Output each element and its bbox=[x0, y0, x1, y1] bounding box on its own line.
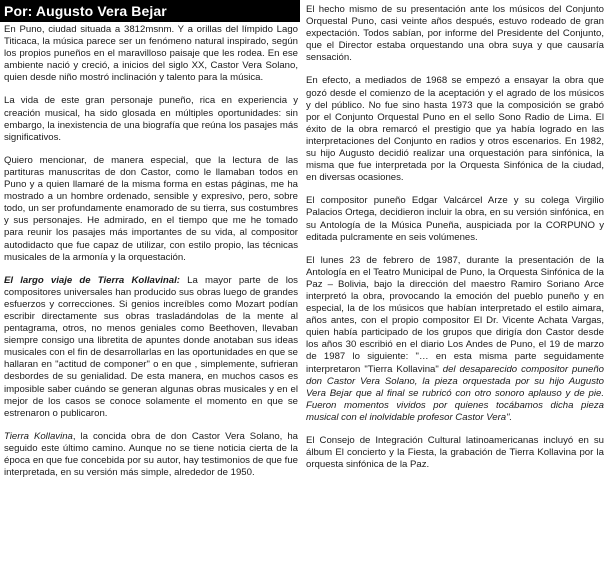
paragraph-text: , la concida obra de don Castor Vera Solano, ha seguido este último camino. Aunque no se tiene noticia cierta de la época en que fue concebida por su autor, hay testimonios de que fue interpretada, en su versión más simple, alrededor de 1950. bbox=[4, 430, 298, 479]
paragraph-text: La mayor parte de los compositores universales han producido sus obras luego de grandes esfuerzos y correcciones. Si genios increíbles como Mozart podían escribir directamente sus obras trasladándolas de la mente al pentagrama, otros, no menos geniales como Beethoven, llevaban siempre consigo una libretita de apuntes donde anotaban sus ideas musicales con el fin de desarrollarlas en las oportunidades en que se hallaran en "actitud de componer" o en que , simplemente, sufrieran desbordes de su genialidad. De esta manera, en muchos casos es imposible saber cuándo se generan algunas obras musicales y en el mejor de los casos se conoce solamente el momento en que se estrenaron o publicaron. bbox=[4, 274, 298, 419]
paragraph: El Consejo de Integración Cultural latinoamericanas incluyó en su álbum El concierto y la Fiesta, la grabación de Tierra Kollavina por la orquesta sinfónica de la Paz. bbox=[306, 435, 604, 471]
left-column bbox=[4, 24, 298, 479]
paragraph bbox=[306, 255, 604, 424]
right-column bbox=[306, 4, 604, 471]
author-byline: Por: Augusto Vera Bejar bbox=[0, 0, 300, 22]
quote-text: del desaparecido compositor puneño don Castor Vera Solano, la pieza orquestada por su hijo Augusto Vera Bejar que al final se rubricó con otro sonoro aplauso y de pie. Fueron momentos vividos por quienes tocábamos dicha pieza musical con el inolvidable profesor Castor Vera". bbox=[306, 363, 604, 423]
paragraph: En efecto, a mediados de 1968 se empezó a ensayar la obra que gozó desde el comienzo de la aceptación y el agrado de los músicos y del público. No fue sino hasta 1973 que la composición se grabó por el Conjunto Orquestal Puno en el sello Sono Radio de Lima. El éxito de la obra remarcó el prestigio que ya había logrado en las interpretaciones del Conjunto en radios y otros escenarios. En 1982, su hijo Augusto decidió realizar una orquestación para sinfónica, la misma que fue interpretada por la Orquesta Sinfónica de la ciudad, en diversas ocasiones. bbox=[306, 75, 604, 184]
work-title: Tierra Kollavina bbox=[4, 430, 73, 442]
paragraph: En Puno, ciudad situada a 3812msnm. Y a orillas del límpido Lago Titicaca, la música parece ser un fenómeno natural inspirado, según los propios puneños en el maravilloso paisaje que les rodea. En ese ambiente nació y creció, a inicios del siglo XX, Castor Vera Solano, quien desde niño mostró inclinación y talento para la música. bbox=[4, 24, 298, 84]
paragraph-text: El lunes 23 de febrero de 1987, durante la presentación de la Antología en el Teatro Municipal de Puno, la Orquesta Sinfónica de la Paz – Bolivia, bajo la dirección del maestro Ramiro Soriano Arce interpretó la obra, provocando la emoción del pueblo puneño y en especial, la de los músicos que habían interpretado el estilo aimara, años antes, con el propio compositor El Dr. Vicente Achata Vargas, quien había participado de los grupos que dirigía don Castor desde los años 30 escribió en el diario Los Andes de Puno, el 19 de marzo de 1987 lo siguiente: "… en esta misma parte seguidamente interpretaron "Tierra Kollavina" bbox=[306, 254, 604, 375]
paragraph bbox=[4, 431, 298, 479]
section-heading: El largo viaje de Tierra Kollavinal: bbox=[4, 274, 180, 286]
paragraph: Quiero mencionar, de manera especial, que la lectura de las partituras manuscritas de don Castor, como le llamaban todos en Puno y a quien llamaré de la misma forma en estas páginas, me ha mostrado a un hombre ordenado, sensible y expresivo, pero, sobre todo, un ser profundamente enamorado de su tierra, sus costumbres y sus personajes. He admirado, en el tiempo que me he tomado para reunir los pasajes más importantes de su vida, al compositor autodidacto que fue capaz de utilizar, con estilo propio, las técnicas musicales de la armonía y la orquestación. bbox=[4, 154, 298, 263]
paragraph: La vida de este gran personaje puneño, rica en experiencia y creación musical, ha sido glosada en múltiples oportunidades: sin embargo, la inexistencia de una biografía que reúna los pasajes más significativos. bbox=[4, 95, 298, 143]
paragraph bbox=[4, 275, 298, 420]
paragraph: El compositor puneño Edgar Valcárcel Arze y su colega Virgilio Palacios Ortega, decidieron incluir la obra, en su versión sinfónica, en su Antología de la Música Puneña, auspiciada por la CORPUNO y editada pulcramente en seis volúmenes. bbox=[306, 195, 604, 243]
paragraph: El hecho mismo de su presentación ante los músicos del Conjunto Orquestal Puno, casi veinte años después, estuvo rodeado de gran expectación. Todos sabían, por informe del Presidente del Conjunto, que el Director estaba orquestando una obra suya y que causaría sensación. bbox=[306, 4, 604, 64]
